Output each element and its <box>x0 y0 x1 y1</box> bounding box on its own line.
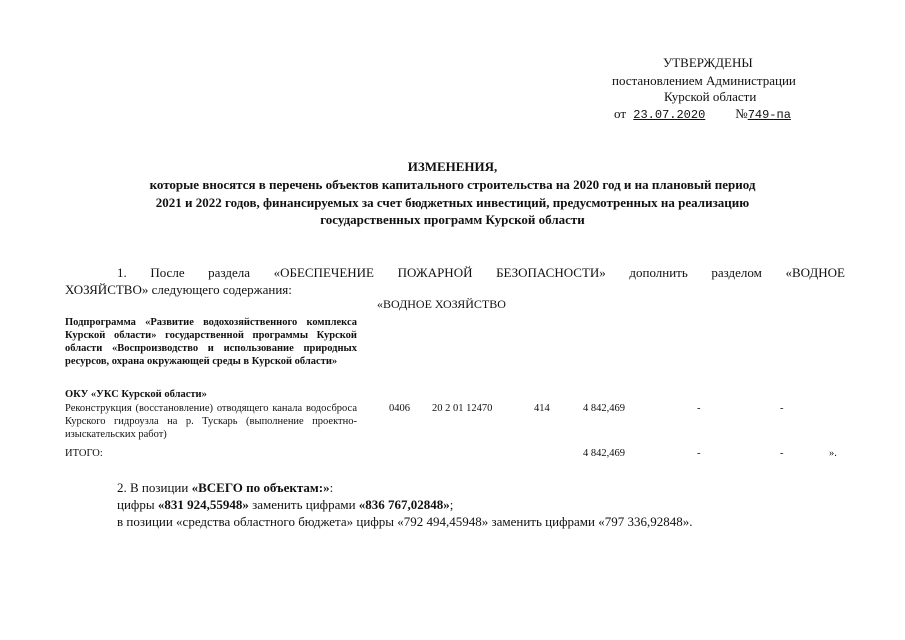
approval-heading <box>663 55 833 71</box>
section2-intro-end: : <box>329 480 334 495</box>
approval-number: 749-па <box>747 108 791 122</box>
doc-title-line-1: которые вносятся в перечень объектов капитального строительства на 2020 год и на плановый период <box>149 177 756 192</box>
item-amount-2020: 4 842,469 <box>583 403 625 414</box>
item-amount-2021: - <box>697 403 701 414</box>
total-amount-2022: - <box>780 448 784 459</box>
item-expense-type: 414 <box>534 403 550 414</box>
section1-intro-line1: 1. После раздела «ОБЕСПЕЧЕНИЕ ПОЖАРНОЙ БЕЗОПАСНОСТИ» дополнить разделом «ВОДНОЕ <box>117 265 845 280</box>
section2-line3: в позиции «средства областного бюджета» цифры «792 494,45948» заменить цифрами «797 336,92848». <box>117 514 693 529</box>
section2-old-value: «831 924,55948» <box>157 497 249 512</box>
program-text: Подпрограмма «Развитие водохозяйственного комплекса Курской области» государственной программы Курской области «Воспроизводство и использование природных ресурсов, охрана окружающей среды в Курской области» <box>65 317 357 367</box>
section1-intro-line2: ХОЗЯЙСТВО» следующего содержания: <box>65 282 292 297</box>
date-prefix: от <box>614 106 627 121</box>
approval-line-2: Курской области <box>664 89 757 104</box>
item-amount-2022: - <box>780 403 784 414</box>
section2-intro-bold: «ВСЕГО по объектам:» <box>191 480 330 495</box>
total-amount-2021: - <box>697 448 701 459</box>
org-name: ОКУ «УКС Курской области» <box>65 389 207 400</box>
doc-title-line-2: 2021 и 2022 годов, финансируемых за счет бюджетных инвестиций, предусмотренных на реализацию <box>155 195 750 210</box>
item-section-code: 0406 <box>389 403 410 414</box>
subsection-heading: «ВОДНОЕ ХОЗЯЙСТВО <box>377 297 506 311</box>
section2-line2-a: цифры <box>117 497 158 512</box>
section2-new-value: «836 767,02848» <box>358 497 450 512</box>
section2-intro <box>117 480 333 496</box>
section2-intro-text: 2. В позиции <box>117 480 192 495</box>
total-label: ИТОГО: <box>65 448 103 459</box>
item-target-code: 20 2 01 12470 <box>432 403 493 414</box>
approval-date: 23.07.2020 <box>633 108 706 122</box>
approval-line-1: постановлением Администрации <box>612 73 796 88</box>
approval-date-line <box>614 106 791 123</box>
section2-line2 <box>117 497 453 513</box>
item-description: Реконструкция (восстановление) отводящего канала водосброса Курского гидроузла на р. Тускарь (выполнение проектно-изыскательских работ) <box>65 403 357 440</box>
total-closing-quote: ». <box>829 448 837 459</box>
doc-title-line-3: государственных программ Курской области <box>320 212 585 227</box>
section2-line2-end: ; <box>449 497 454 512</box>
number-prefix: № <box>735 106 748 121</box>
total-amount-2020: 4 842,469 <box>583 448 625 459</box>
section2-line2-b: заменить цифрами <box>248 497 359 512</box>
approval-heading-text: УТВЕРЖДЕНЫ <box>663 55 753 70</box>
doc-title: ИЗМЕНЕНИЯ, <box>407 159 498 174</box>
